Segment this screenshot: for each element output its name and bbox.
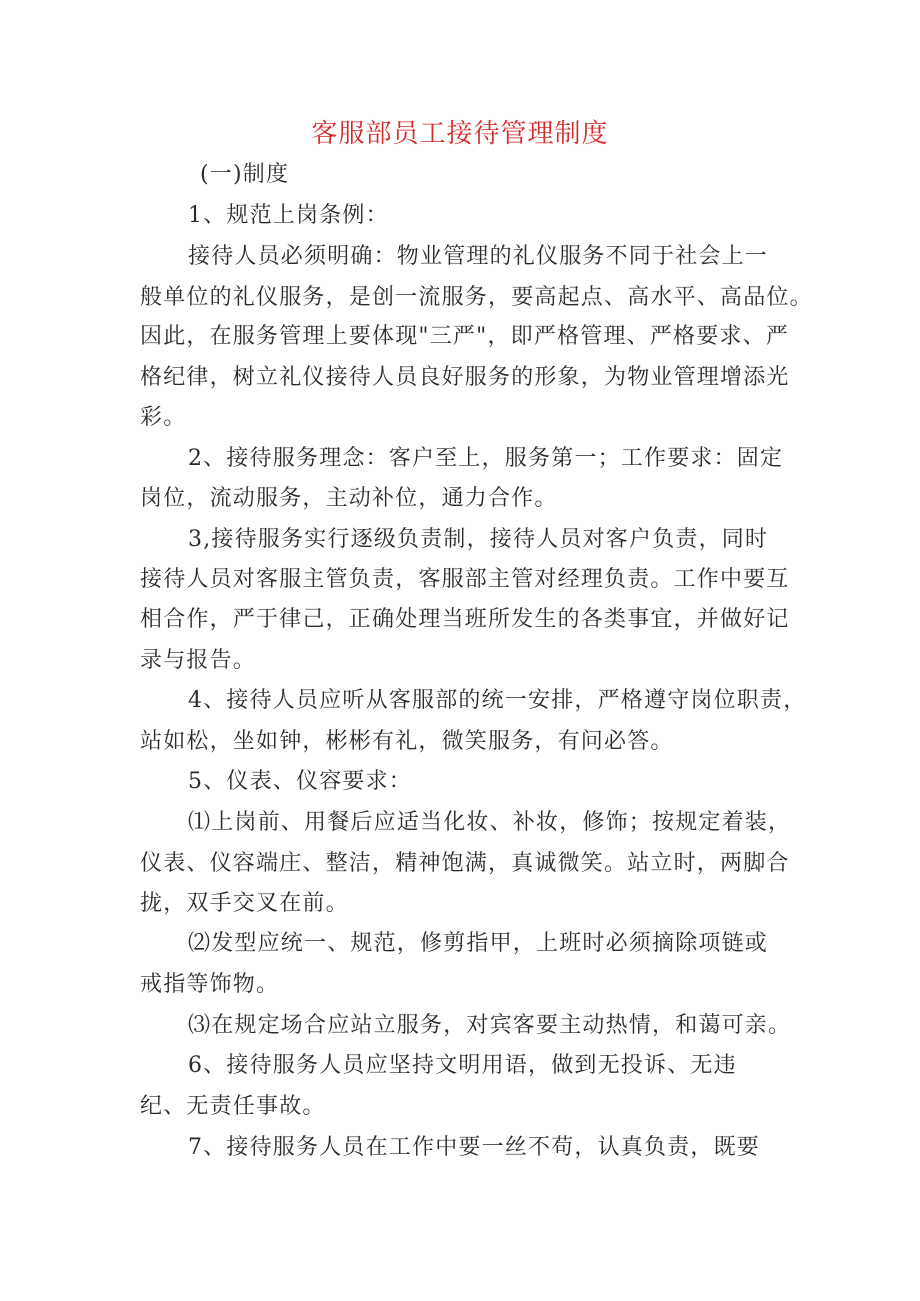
paragraph-line: 5、仪表、仪容要求： [188,769,412,794]
paragraph-line: 因此，在服务管理上要体现"三严"，即严格管理、严格要求、严 [140,324,790,349]
paragraph-line: ⑵发型应统一、规范，修剪指甲，上班时必须摘除项链或 [188,931,769,956]
paragraph-line: 4、接待人员应听从客服部的统一安排，严格遵守岗位职责， [188,688,807,713]
paragraph-line: 格纪律，树立礼仪接待人员良好服务的形象，为物业管理增添光 [140,365,790,390]
paragraph-line: 录与报告。 [140,648,257,673]
paragraph-line: 6、接待服务人员应坚持文明用语，做到无投诉、无违 [188,1053,737,1078]
paragraph-line: 2、接待服务理念：客户至上，服务第一；工作要求：固定 [188,446,784,471]
paragraph-line: 接待人员必须明确：物业管理的礼仪服务不同于社会上一 [188,244,769,269]
paragraph-line: 3,接待服务实行逐级负责制，接待人员对客户负责，同时 [188,527,769,552]
paragraph-line: 相合作，严于律己，正确处理当班所发生的各类事宜，并做好记 [140,607,790,632]
paragraph-line: ⑴上岗前、用餐后应适当化妆、补妆，修饰；按规定着装， [188,810,792,835]
paragraph-line: 岗位，流动服务，主动补位，通力合作。 [140,486,558,511]
document-title: 客服部员工接待管理制度 [311,119,609,149]
paragraph-line: 般单位的礼仪服务，是创一流服务，要高起点、高水平、高品位。 [140,285,813,310]
paragraph-line: 戒指等饰物。 [140,972,280,997]
paragraph-line: 拢，双手交叉在前。 [140,891,349,916]
paragraph-line: 接待人员对客服主管负责，客服部主管对经理负责。工作中要互 [140,567,790,592]
paragraph-line: ⑶在规定场合应站立服务，对宾客要主动热情，和蔼可亲。 [188,1013,792,1038]
section-heading: (一)制度 [200,162,290,187]
paragraph-line: 仪表、仪容端庄、整洁，精神饱满，真诚微笑。站立时，两脚合 [140,851,790,876]
paragraph-line: 彩。 [140,405,187,430]
paragraph-line: 纪、无责任事故。 [140,1094,326,1119]
paragraph-line: 站如松，坐如钟，彬彬有礼，微笑服务，有问必答。 [140,729,674,754]
paragraph-line: 1、规范上岗条例： [188,203,389,228]
paragraph-line: 7、接待服务人员在工作中要一丝不苟，认真负责，既要 [188,1135,760,1160]
